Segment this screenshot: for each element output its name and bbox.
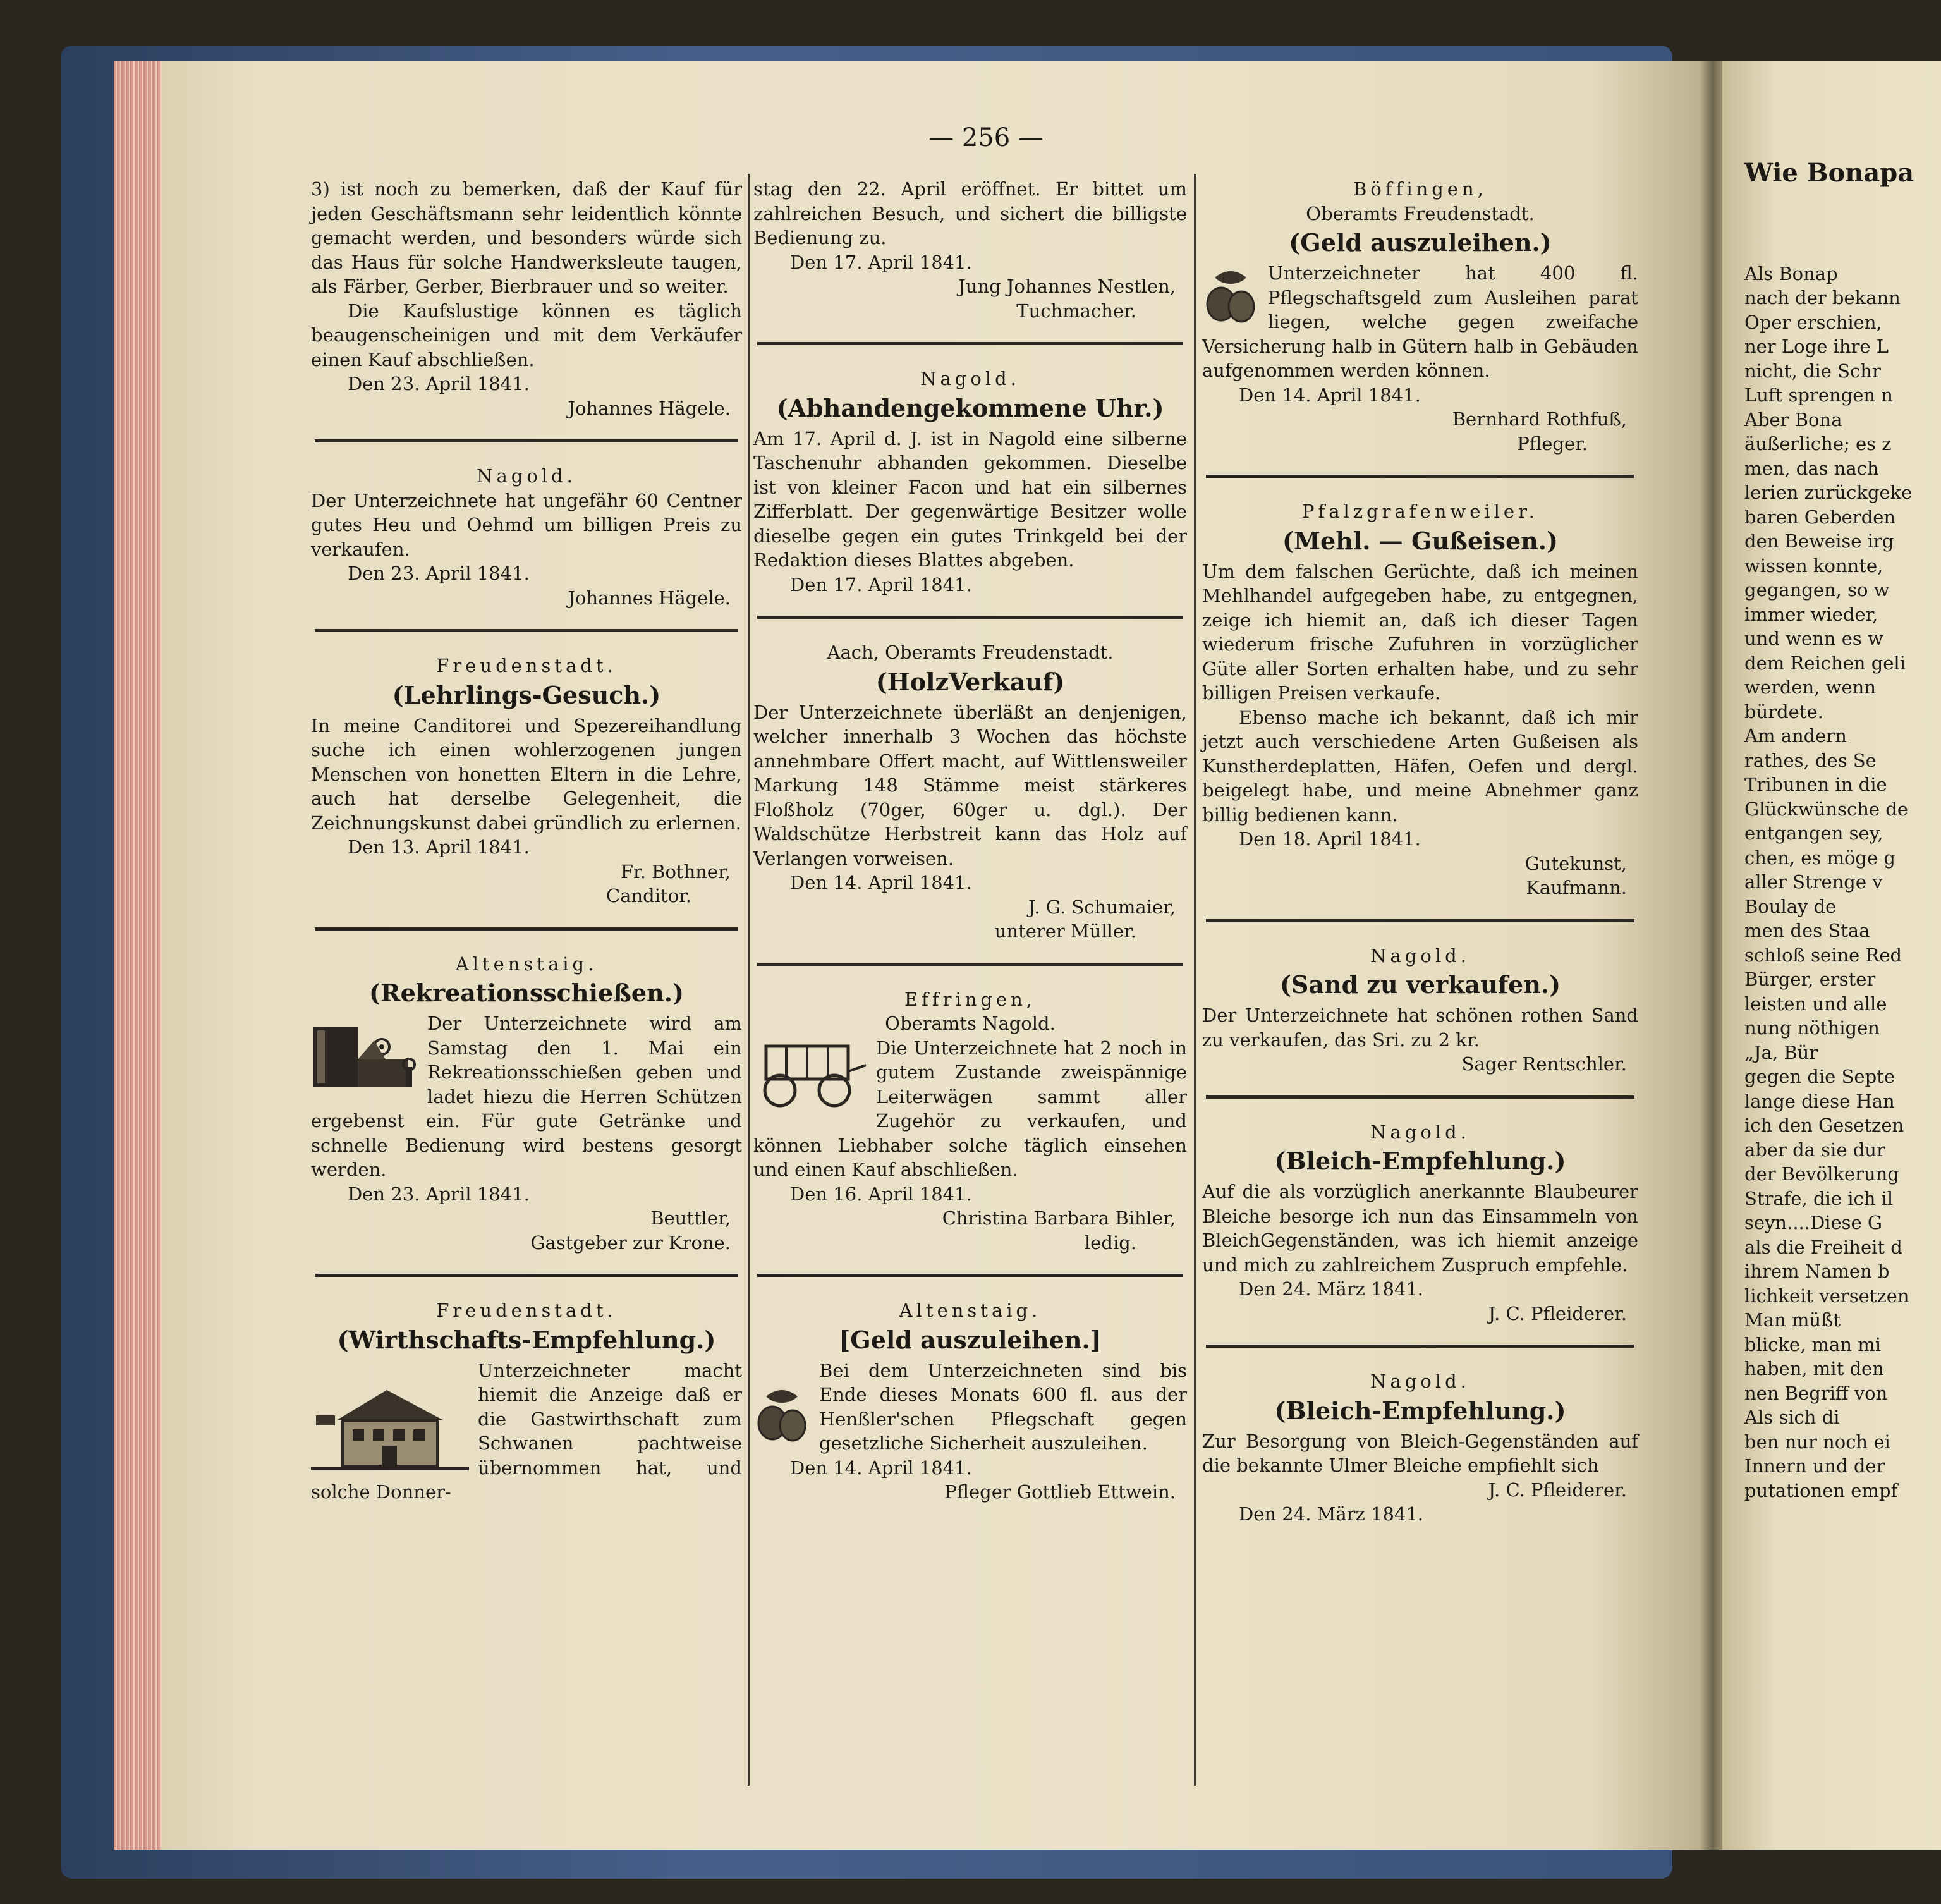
ad-place-sub: Oberamts Freudenstadt. [1306,202,1535,224]
ad-text: Die Unterzeichnete hat 2 noch in gutem Zustande zweispännige Leiterwägen sammt aller Zugehör zu verkaufen, und können Liebhaber solche täglich einsehen und einen Kauf abschließen. [753,1037,1187,1180]
right-page-column [1744,158,1941,1503]
ad-apprentice-wanted [311,654,742,908]
section-rule [1206,475,1634,478]
ad-title: (Rekreationsschießen.) [369,979,684,1007]
ad-signature: J. C. Pfleiderer. [1488,1302,1627,1324]
article-line: Strafe, die ich il [1744,1187,1894,1209]
ad-text: 3) ist noch zu bemerken, daß der Kauf für jeden Geschäftsmann sehr leidentlich könnte gemacht werden, und besonders würde sich das Haus für solche Handwerksleute taugen, als Färber, Gerber, Bierbrauer und so weiter. [311,178,742,297]
article-line: aber da sie dur [1744,1138,1885,1161]
book-spine [1700,61,1725,1850]
shooting-target-illustration [311,1015,418,1097]
ad-text: Zur Besorgung von Bleich-Gegenständen auf die bekannte Ulmer Bleiche empfiehlt sich [1202,1430,1638,1476]
ad-title: (Abhandengekommene Uhr.) [776,393,1164,422]
ad-date: Den 14. April 1841. [790,872,972,893]
ad-hay-sale [311,464,742,610]
ad-title: (Geld auszuleihen.) [1289,228,1552,257]
ad-signature-role: Pfleger. [1517,432,1588,455]
article-line: Innern und der [1744,1455,1885,1477]
ad-text: Auf die als vorzüglich anerkannte Blaubeurer Bleiche besorge ich nun das Einsammeln von BleichGegenständen, was ich hiemit anzeige und mich zu zahlreichem Zuspruch empfehle. [1202,1181,1638,1276]
article-line: Als sich di [1744,1407,1840,1428]
ad-place-sub: Oberamts Nagold. [885,1013,1056,1034]
article-line: wissen konnte, [1744,554,1883,577]
article-line: lange diese Han [1744,1090,1895,1112]
inn-house-illustration [311,1382,469,1477]
article-line: gegangen, so w [1744,579,1890,601]
page-edges [114,61,166,1850]
ad-title: (Bleich-Empfehlung.) [1274,1396,1566,1425]
ad-date: Den 23. April 1841. [348,373,530,394]
ad-money-lending [753,1298,1187,1504]
article-lines [1744,262,1941,1503]
ad-text: Unterzeichneter hat 400 fl. Pflegschaftsgeld zum Ausleihen parat liegen, welche gegen zweifache Versicherung halb in Gütern halb in Gebäuden aufgenommen werden können. [1202,262,1638,381]
ad-date: Den 17. April 1841. [790,573,972,595]
ad-text: Ebenso mache ich bekannt, daß ich mir jetzt auch verschiedene Arten Gußeisen als Kunstherdeplatten, Häfen, Oefen und dergl. beigelegt habe, und meine Abnehmer ganz billig bedienen kann. [1202,706,1638,826]
ad-place: Freudenstadt. [436,655,617,676]
ad-place: Nagold. [1370,1121,1470,1143]
ad-signature: Pfleger Gottlieb Ettwein. [944,1481,1176,1503]
ad-title: (Lehrlings-Gesuch.) [392,680,661,709]
ad-signature: Jung Johannes Nestlen, [958,276,1176,297]
ad-date: Den 13. April 1841. [348,836,530,858]
section-rule [757,342,1183,345]
ad-signature-role: Kaufmann. [1526,877,1627,898]
ad-date: Den 17. April 1841. [790,251,972,273]
ad-place: Aach, Oberamts Freudenstadt. [827,642,1114,663]
ad-signature-role: Tuchmacher. [1016,300,1136,322]
article-line: seyn....Diese G [1744,1212,1883,1233]
ad-text: In meine Canditorei und Spezereihandlung suche ich einen wohlerzogenen jungen Menschen von honetten Eltern in die Lehre, auch hat derselbe Gelegenheit, die Zeichnungskunst dabei gründlich zu erlernen. [311,714,742,834]
article-line: nen Begriff von [1744,1382,1888,1404]
ad-signature-role: ledig. [1084,1231,1136,1254]
article-line: „Ja, Bür [1744,1041,1818,1063]
section-rule [315,1274,738,1277]
ad-bleaching-ulm [1202,1369,1638,1527]
article-line: werden, wenn [1744,676,1877,698]
ad-date: Den 14. April 1841. [790,1456,972,1479]
ad-house-sale-end [311,177,742,420]
ad-title: (Bleich-Empfehlung.) [1274,1147,1566,1175]
ad-date: Den 16. April 1841. [790,1183,972,1205]
section-rule [1206,1095,1634,1099]
ad-shooting-event [311,952,742,1255]
article-line: den Beweise irg [1744,530,1894,552]
article-line: schloß seine Red [1744,944,1902,966]
article-line: ben nur noch ei [1744,1431,1890,1453]
ad-text: Der Unterzeichnete hat ungefähr 60 Centner gutes Heu und Oehmd um billigen Preis zu verkaufen. [311,489,742,560]
ad-bleaching-blaubeuren [1202,1120,1638,1326]
article-line: nung nöthigen [1744,1017,1880,1039]
ad-title: (Sand zu verkaufen.) [1279,970,1561,999]
ad-place: Böffingen, [1353,178,1487,200]
ad-opening-end [753,177,1187,323]
section-rule [1206,919,1634,922]
ad-place: Altenstaig. [899,1300,1042,1321]
column-divider [1194,174,1196,1786]
ad-place: Nagold. [920,368,1020,389]
ad-sand-sale [1202,944,1638,1077]
ad-wagon-sale [753,987,1187,1255]
article-line: putationen empf [1744,1479,1898,1501]
article-title: Wie Bonapa [1744,158,1914,188]
ad-text: Um dem falschen Gerüchte, daß ich meinen Mehlhandel aufgegeben habe, zu entgegnen, zeige ich hiemit an, daß ich dieser Tagen wiederum frische Zufuhren in vorzüglicher Güte aller Sorten erhalten habe, und zu sehr billigen Preisen verkaufe. [1202,560,1638,704]
ad-title: [Geld auszuleihen.] [839,1325,1102,1354]
article-line: men des Staa [1744,920,1870,941]
section-rule [757,1274,1183,1277]
section-rule [757,616,1183,619]
ad-signature-role: Gastgeber zur Krone. [530,1231,731,1254]
article-line: men, das nach [1744,457,1879,479]
article-line: immer wieder, [1744,603,1878,625]
ad-text: stag den 22. April eröffnet. Er bittet um zahlreichen Besuch, und sichert die billigste Bedienung zu. [753,178,1187,248]
ad-title: (Mehl. — Gußeisen.) [1282,526,1558,555]
page-number: — 256 — [928,123,1044,152]
article-line: haben, mit den [1744,1358,1884,1379]
ad-text: Der Unterzeichnete hat schönen rothen Sand zu verkaufen, das Sri. zu 2 kr. [1202,1004,1638,1051]
ad-place: Pfalzgrafenweiler. [1302,501,1538,522]
ad-place: Nagold. [1370,944,1470,967]
money-bag-illustration [753,1384,810,1447]
ad-flour-cast-iron [1202,499,1638,900]
ad-place: Freudenstadt. [436,1300,617,1321]
ad-signature: Johannes Hägele. [568,587,731,609]
section-rule [1206,1345,1634,1348]
ad-date: Den 18. April 1841. [1239,828,1421,850]
article-line: Man müßt [1744,1309,1841,1331]
article-line: Am andern [1744,725,1847,747]
ad-text: Unterzeichneter macht hiemit die Anzeige daß er die Gastwirthschaft zum Schwanen pachtweise übernommen hat, und solche Donner- [311,1359,742,1503]
ad-signature: Gutekunst, [1524,852,1627,874]
column-2 [753,177,1187,1504]
article-line: Glückwünsche de [1744,798,1909,820]
ad-title: (HolzVerkauf) [875,667,1065,696]
ad-signature: Beuttler, [650,1207,731,1229]
article-line: entgangen sey, [1744,822,1883,844]
article-line: rathes, des Se [1744,749,1877,771]
wagon-illustration [753,1040,867,1109]
section-rule [757,963,1183,966]
article-line: leisten und alle [1744,992,1887,1015]
ad-signature: J. G. Schumaier, [1028,896,1176,918]
article-line: Luft sprengen n [1744,384,1893,406]
ad-text: Bei dem Unterzeichneten sind bis Ende dieses Monats 600 fl. aus der Henßler'schen Pflegschaft gegen gesetzliche Sicherheit auszuleihen. [753,1358,1187,1456]
ad-date: Den 23. April 1841. [348,563,530,584]
section-rule [315,927,738,931]
ad-inn-recommendation [311,1298,742,1504]
ad-date: Den 23. April 1841. [348,1183,530,1205]
article-line: äußerliche; es z [1744,433,1892,455]
article-line: Bürger, erster [1744,968,1876,990]
article-line: lichkeit versetzen [1744,1285,1909,1307]
ad-signature: Christina Barbara Bihler, [942,1207,1176,1229]
ad-text: Am 17. April d. J. ist in Nagold eine silberne Taschenuhr abhanden gekommen. Dieselbe ist von kleiner Facon und hat ein silbernes Zifferblatt. Der gegenwärtige Besitzer wolle dieselbe gegen ein gutes Trinkgeld bei der Redaktion dieses Blattes abgeben. [753,427,1187,571]
article-line: als die Freiheit d [1744,1236,1902,1258]
ad-signature: J. C. Pfleiderer. [1488,1479,1627,1501]
ad-date: Den 24. März 1841. [1239,1278,1424,1300]
section-rule [315,629,738,632]
ad-signature-role: unterer Müller. [994,920,1136,942]
column-3 [1202,177,1638,1527]
article-line: bürdete. [1744,700,1823,723]
section-rule [315,439,738,442]
ad-signature: Johannes Hägele. [568,397,731,419]
column-1 [311,177,742,1504]
article-line: ihrem Namen b [1744,1260,1890,1282]
article-line: Aber Bona [1744,408,1842,430]
article-line: nicht, die Schr [1744,360,1881,382]
article-line: chen, es möge g [1744,846,1895,869]
ad-money-lending-boeffingen [1202,177,1638,456]
article-line: Boulay de [1744,895,1837,917]
article-line: lerien zurückgeke [1744,482,1913,503]
article-line: ner Loge ihre L [1744,336,1889,357]
ad-text: Der Unterzeichnete überläßt an denjenigen, welcher innerhalb 3 Wochen das höchste annehmbare Offert macht, auf Wittlensweiler Markung 148 Stämme meist stärkeres Floßholz (70ger, 60ger u. dgl.). Der Waldschütze Herbstreit kann das Holz auf Verlangen vorweisen. [753,701,1187,869]
article-line: der Bevölkerung [1744,1163,1899,1185]
article-line: und wenn es w [1744,628,1883,649]
article-line: nach der bekann [1744,287,1901,308]
article-line: gegen die Septe [1744,1066,1895,1087]
ad-date: Den 14. April 1841. [1239,384,1421,406]
ad-wood-sale [753,640,1187,944]
article-line: Oper erschien, [1744,311,1882,333]
ad-place: Nagold. [477,465,576,487]
article-line: blicke, man mi [1744,1333,1881,1355]
article-line: Als Bonap [1744,262,1838,284]
ad-lost-watch [753,367,1187,597]
ad-signature: Bernhard Rothfuß, [1452,408,1627,430]
article-line: ich den Gesetzen [1744,1114,1904,1136]
article-line: Tribunen in die [1744,774,1887,795]
ad-place: Altenstaig. [455,953,598,975]
ad-signature: Sager Rentschler. [1461,1053,1627,1075]
ad-place: Effringen, [904,988,1037,1010]
ad-title: (Wirthschafts-Empfehlung.) [337,1325,716,1354]
ad-signature-role: Canditor. [605,885,691,906]
ad-place: Nagold. [1370,1370,1470,1392]
ad-text: Der Unterzeichnete wird am Samstag den 1. Mai ein Rekreationsschießen geben und ladet hiezu die Herren Schützen ergebenst ein. Für gute Getränke und schnelle Bedienung wird bestens gesorgt werden. [311,1013,742,1180]
article-line: baren Geberden [1744,506,1896,528]
ad-text: Die Kaufslustige können es täglich beaugenscheinigen und mit dem Verkäufer einen Kauf abschließen. [311,300,742,370]
article-line: aller Strenge v [1744,871,1883,893]
money-bag-illustration [1202,265,1259,328]
column-divider [748,174,750,1786]
article-line: dem Reichen geli [1744,652,1906,674]
ad-signature: Fr. Bothner, [620,860,731,882]
ad-date: Den 24. März 1841. [1239,1503,1424,1525]
